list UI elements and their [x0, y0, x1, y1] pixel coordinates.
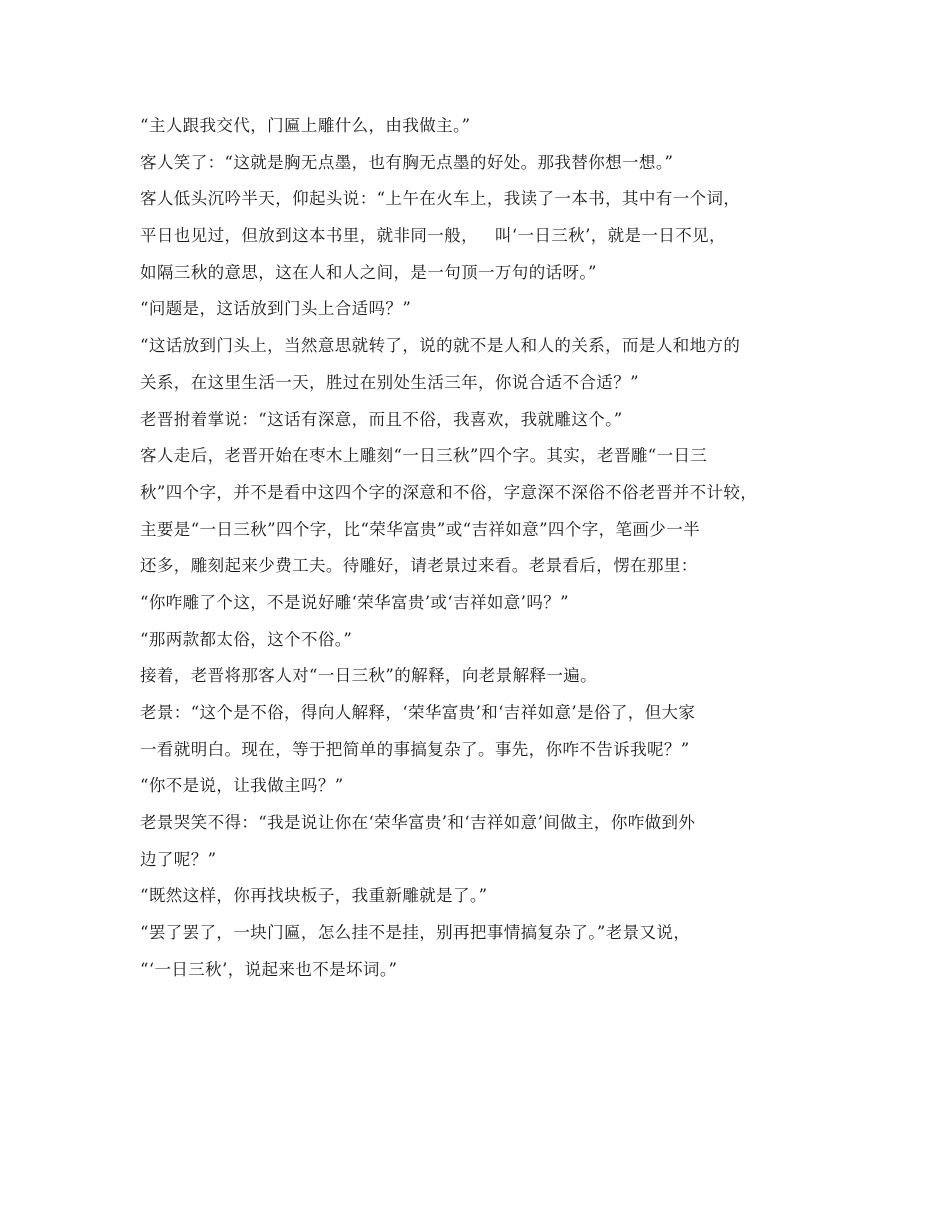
text-line: “‘一日三秋’，说起来也不是坏词。”	[140, 959, 398, 979]
body-text	[140, 108, 830, 989]
text-line: 一看就明白。现在，等于把简单的事搞复杂了。事先，你咋不告诉我呢？”	[140, 739, 690, 759]
text-line: 秋”四个字，并不是看中这四个字的深意和不俗，字意深不深俗不俗老晋并不计较，	[140, 482, 758, 502]
text-line: “你不是说，让我做主吗？”	[140, 776, 344, 796]
text-line: “这话放到门头上，当然意思就转了，说的就不是人和人的关系，而是人和地方的	[140, 336, 741, 356]
text-line: 客人笑了：“这就是胸无点墨，也有胸无点墨的好处。那我替你想一想。”	[140, 152, 674, 172]
text-line: “你咋雕了个这，不是说好雕‘荣华富贵’或‘吉祥如意’吗？”	[140, 592, 569, 612]
text-line: 接着，老晋将那客人对“一日三秋”的解释，向老景解释一遍。	[140, 666, 598, 686]
text-line: 边了呢？”	[140, 849, 217, 869]
text-line: 客人低头沉吟半天，仰起头说：“上午在火车上，我读了一本书，其中有一个词，	[140, 189, 741, 209]
text-line: “问题是，这话放到门头上合适吗？”	[140, 299, 412, 319]
text-line: “那两款都太俗，这个不俗。”	[140, 629, 353, 649]
text-line: 关系，在这里生活一天，胜过在别处生活三年，你说合适不合适？”	[140, 372, 639, 392]
text-line: 客人走后，老晋开始在枣木上雕刻“一日三秋”四个字。其实，老晋雕“一日三	[140, 446, 708, 466]
text-line: “既然这样，你再找块板子，我重新雕就是了。”	[140, 886, 488, 906]
text-line: 主要是“一日三秋”四个字，比“荣华富贵”或“吉祥如意”四个字，笔画少一半	[140, 519, 701, 539]
text-line: 老景哭笑不得：“我是说让你在‘荣华富贵’和‘吉祥如意’间做主，你咋做到外	[140, 813, 696, 833]
text-line: 平日也见过，但放到这本书里，就非同一般， 叫‘一日三秋’，就是一日不见，	[140, 226, 726, 246]
text-line: “主人跟我交代，门匾上雕什么，由我做主。”	[140, 116, 471, 135]
text-line: 如隔三秋的意思，这在人和人之间，是一句顶一万句的话呀。”	[140, 262, 597, 282]
text-line: 老景：“这个是不俗，得向人解释，‘荣华富贵’和‘吉祥如意’是俗了，但大家	[140, 703, 696, 722]
text-line: 还多，雕刻起来少费工夫。待雕好，请老景过来看。老景看后，愣在那里：	[140, 556, 698, 576]
text-line: 老晋拊着掌说：“这话有深意，而且不俗，我喜欢，我就雕这个。”	[140, 409, 623, 429]
text-line: “罢了罢了，一块门匾，怎么挂不是挂，别再把事情搞复杂了。”老景又说，	[140, 923, 691, 943]
